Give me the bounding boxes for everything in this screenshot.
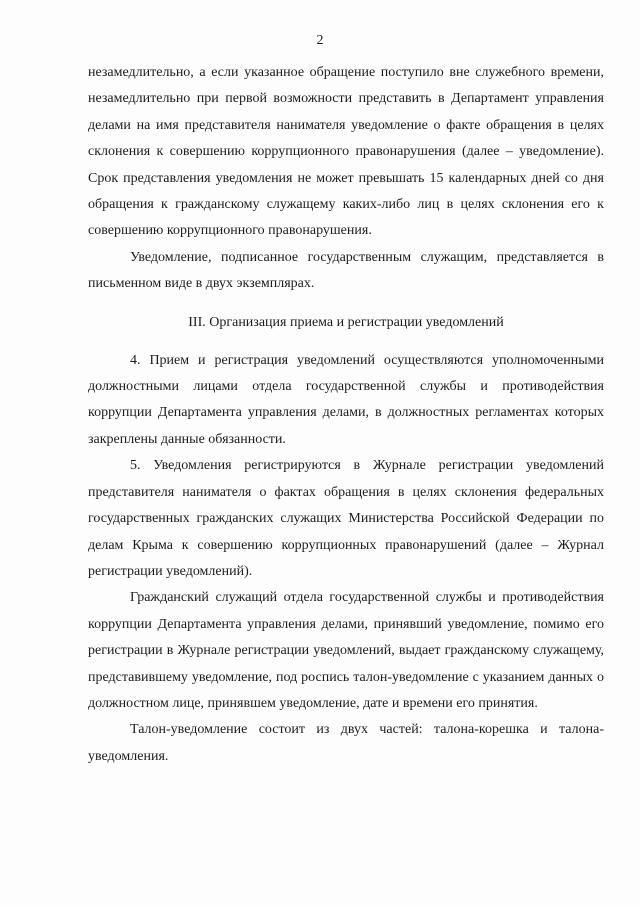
section-heading: III. Организация приема и регистрации уведомлений	[188, 314, 504, 330]
paragraph-civil-servant: Гражданский служащий отдела государственной службы и противодействия коррупции Департамента управления делами, принявший уведомление, помимо его регистрации в Журнале регистрации уведомлений, выдает гражданскому служащему, представившему уведомление, под роспись талон-уведомление с указанием данных о должностном лице, принявшем уведомление, дате и времени его принятия.	[88, 590, 604, 711]
paragraph-notification-signed: Уведомление, подписанное государственным служащим, представляется в письменном виде в двух экземплярах.	[88, 249, 604, 292]
paragraph-talon: Талон-уведомление состоит из двух частей: талона-корешка и талона-уведомления.	[88, 722, 604, 764]
document-body	[88, 60, 604, 770]
page-number: 2	[316, 33, 324, 48]
paragraph-item-4: 4. Прием и регистрация уведомлений осуществляются уполномоченными должностными лицами отдела государственной службы и противодействия коррупции Департамента управления делами, в должностных регламентах которых закреплены данные обязанности.	[88, 352, 604, 447]
paragraph-continuation: незамедлительно, а если указанное обращение поступило вне служебного времени, незамедлительно при первой возможности представить в Департамент управления делами на имя представителя нанимателя уведомление о факте обращения в целях склонения к совершению коррупционного правонарушения (далее – уведомление). Срок представления уведомления не может превышать 15 календарных дней со дня обращения к гражданскому служащему каких-либо лиц в целях склонения его к совершению коррупционного правонарушения.	[88, 65, 604, 239]
paragraph-item-5: 5. Уведомления регистрируются в Журнале регистрации уведомлений представителя нанимателя о фактах обращения в целях склонения федеральных государственных гражданских служащих Министерства Российской Федерации по делам Крыма к совершению коррупционных правонарушений (далее – Журнал регистрации уведомлений).	[88, 458, 604, 579]
